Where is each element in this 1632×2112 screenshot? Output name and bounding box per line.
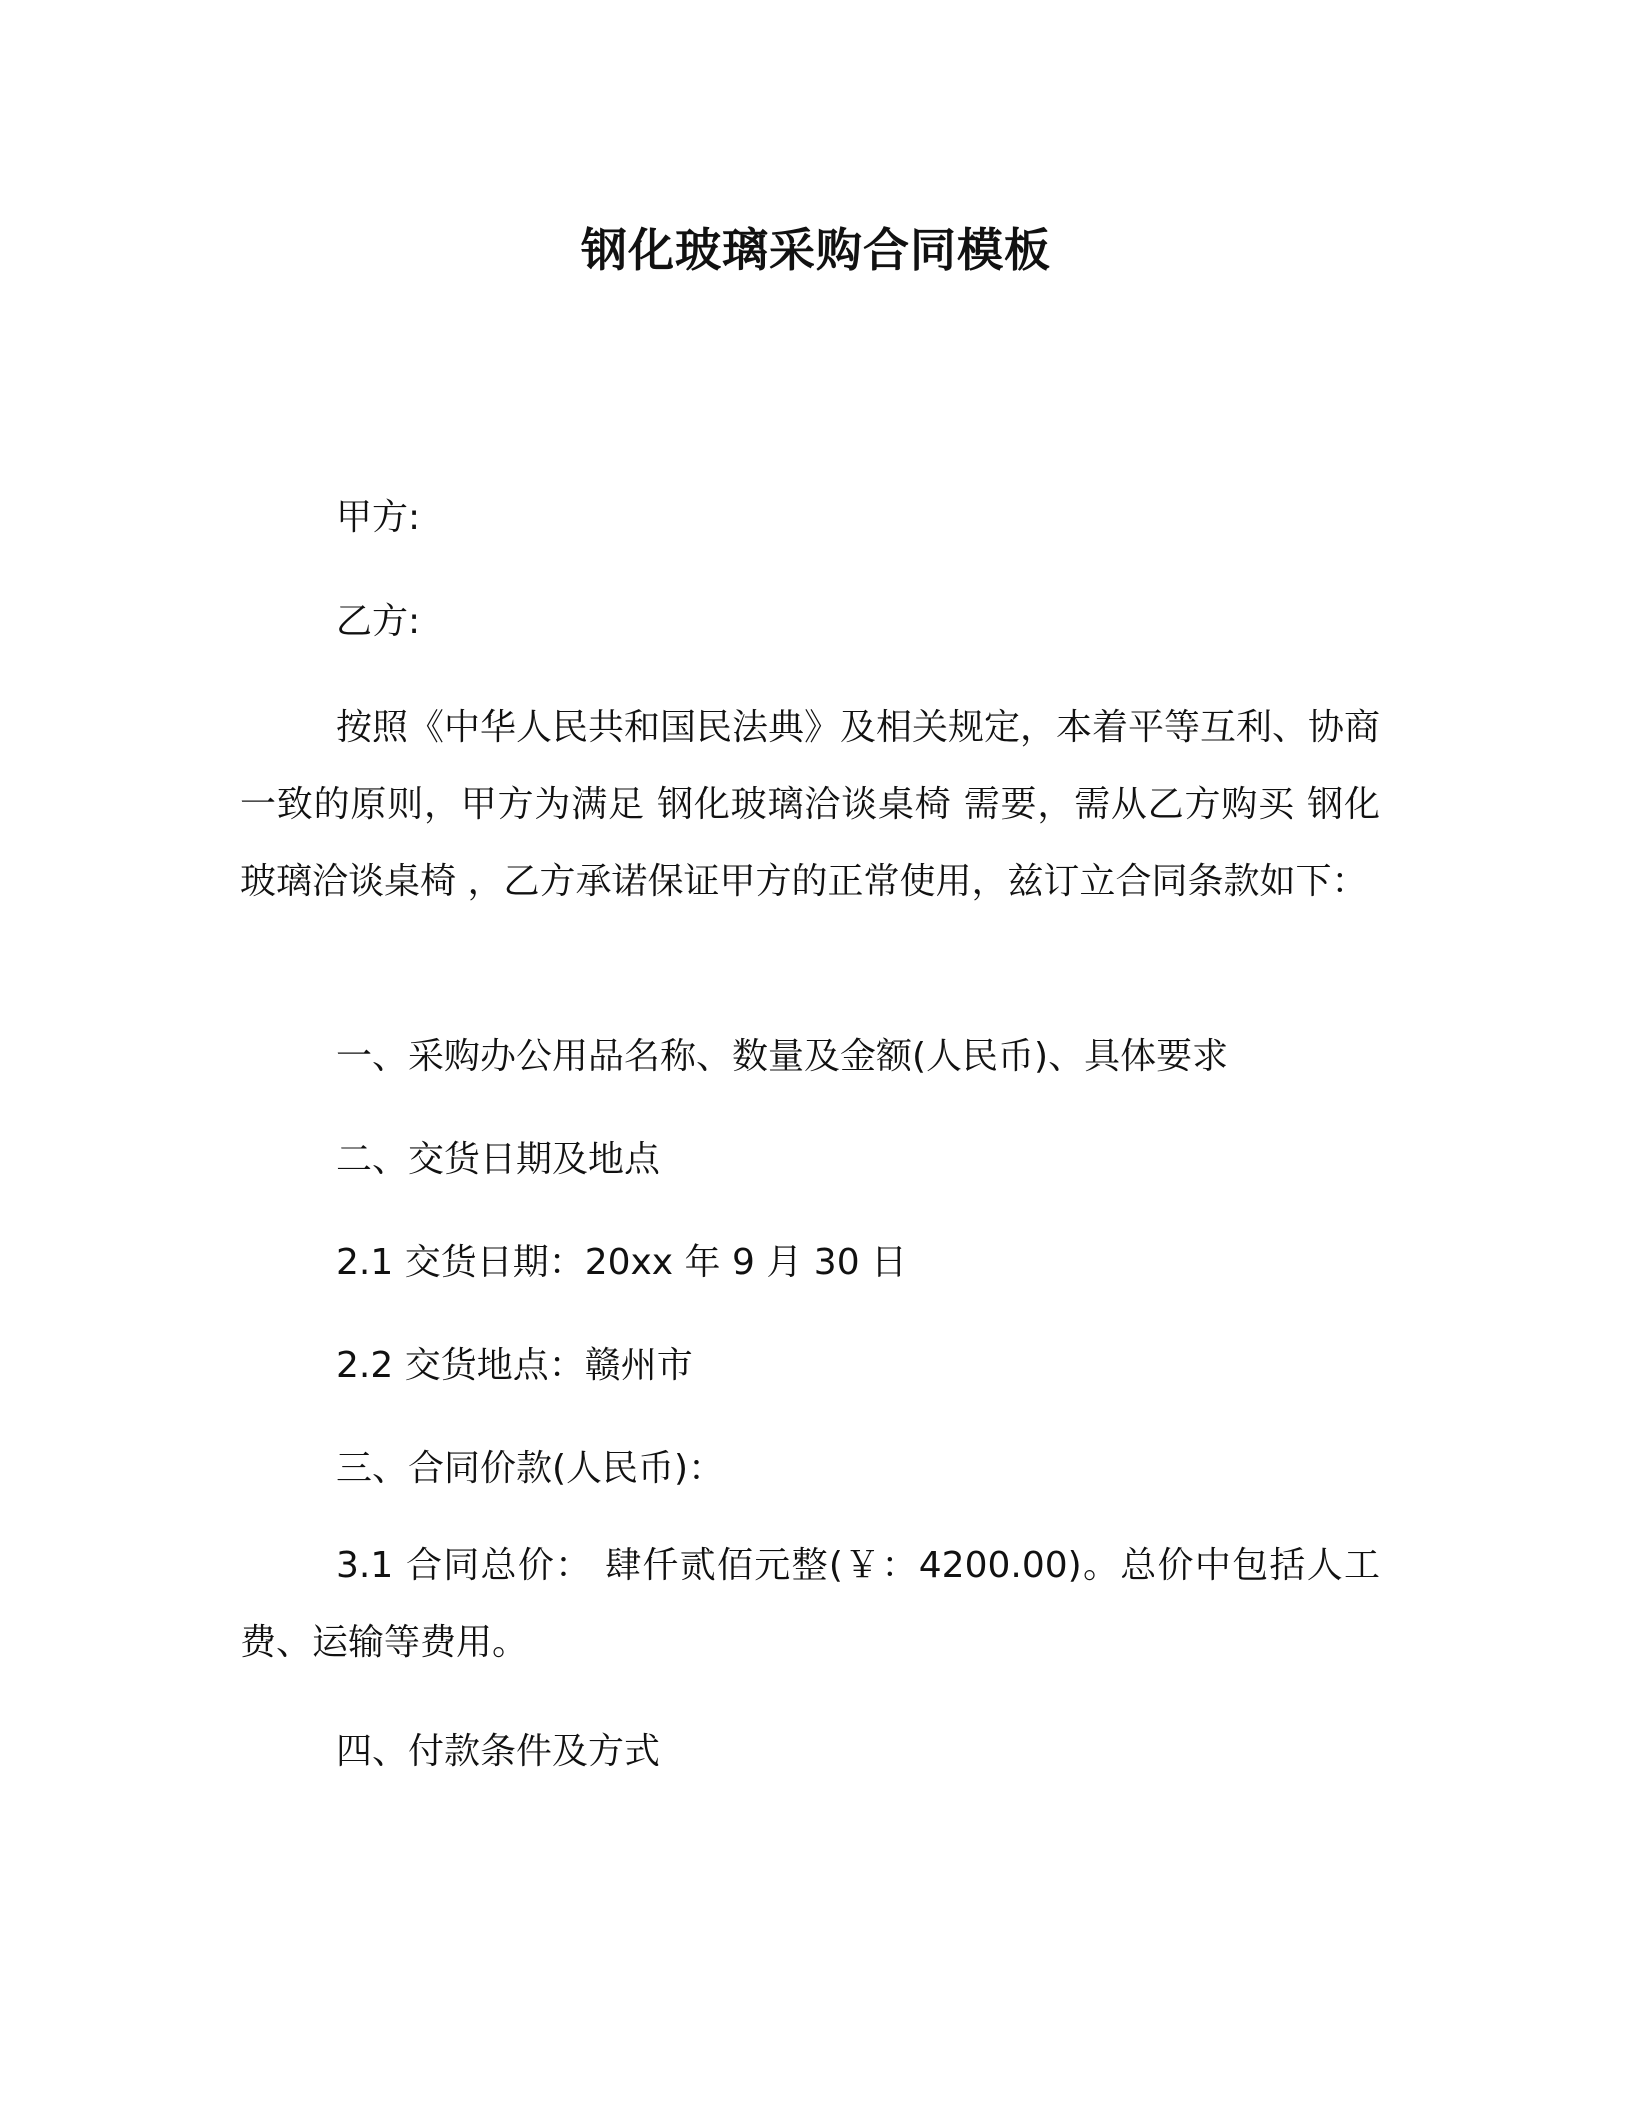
section-2-heading: 二、交货日期及地点 xyxy=(336,1139,661,1180)
delivery-date-item: 2.1 交货日期：20xx 年 9 月 30 日 xyxy=(336,1242,908,1283)
document-title: 钢化玻璃采购合同模板 xyxy=(581,223,1051,277)
section-3-heading: 三、合同价款(人民币)： xyxy=(336,1448,725,1489)
section-4-heading: 四、付款条件及方式 xyxy=(336,1731,661,1772)
party-b-label: 乙方: xyxy=(336,601,421,642)
total-price-paragraph: 3.1 合同总价： 肆仟贰佰元整(￥：4200.00)。总价中包括人工费、运输等费用。 xyxy=(240,1545,1380,1663)
party-a-label: 甲方: xyxy=(336,497,421,538)
preamble-paragraph: 按照《中华人民共和国民法典》及相关规定，本着平等互利、协商一致的原则，甲方为满足 钢化玻璃洽谈桌椅 需要，需从乙方购买 钢化玻璃洽谈桌椅 ，乙方承诺保证甲方的正常使用，兹订立合同条款如下： xyxy=(240,707,1381,902)
section-1-heading: 一、采购办公用品名称、数量及金额(人民币)、具体要求 xyxy=(336,1036,1229,1077)
delivery-location-item: 2.2 交货地点：赣州市 xyxy=(336,1345,693,1386)
